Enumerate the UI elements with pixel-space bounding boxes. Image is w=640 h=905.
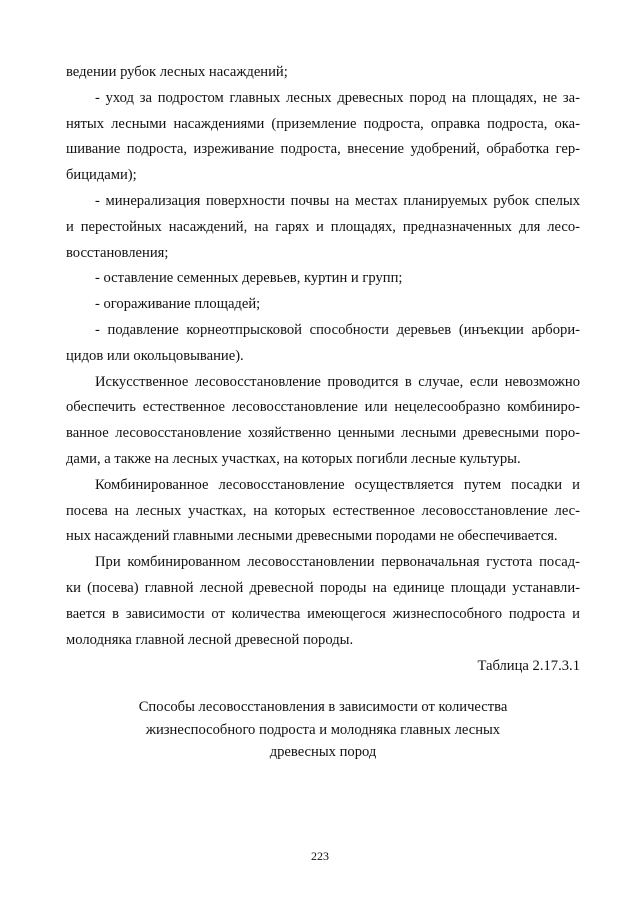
text-line: и перестойных насаждений, на гарях и площадях, предназначенных для лесо-: [66, 218, 580, 235]
text-line: - подавление корнеотпрысковой способности деревьев (инъекции арбори-: [95, 321, 580, 338]
page-number: 223: [311, 849, 329, 863]
text-line: обеспечить естественное лесовосстановление или нецелесообразно комбиниро-: [66, 399, 580, 416]
text-line: цидов или окольцовывание).: [66, 347, 244, 364]
text-line: Искусственное лесовосстановление проводится в случае, если невозможно: [95, 373, 580, 390]
text-line: - оставление семенных деревьев, куртин и групп;: [95, 270, 403, 287]
text-line: молодняка главной лесной древесной породы.: [66, 631, 354, 648]
text-line: посева на лесных участках, на которых естественное лесовосстановление лес-: [66, 502, 580, 519]
table-label: Таблица 2.17.3.1: [477, 658, 580, 674]
text-line: ванное лесовосстановление хозяйственно ценными лесными древесными поро-: [66, 425, 580, 442]
text-line: бицидами);: [66, 167, 137, 184]
body-text: [66, 60, 580, 653]
table-title-line: Способы лесовосстановления в зависимости от количества: [138, 699, 508, 715]
text-line: При комбинированном лесовосстановлении первоначальная густота посад-: [95, 554, 580, 571]
text-line: Комбинированное лесовосстановление осуществляется путем посадки и: [95, 476, 580, 493]
text-line: ки (посева) главной лесной древесной породы на единице площади устанавли-: [66, 579, 580, 596]
text-line: шивание подроста, изреживание подроста, внесение удобрений, обработка гер-: [66, 141, 580, 158]
text-line: нятых лесными насаждениями (приземление подроста, оправка подроста, ока-: [66, 115, 580, 132]
text-line: вается в зависимости от количества имеющегося жизнеспособного подроста и: [66, 605, 580, 622]
text-line: ведении рубок лесных насаждений;: [66, 64, 288, 80]
text-line: - огораживание площадей;: [95, 296, 261, 313]
text-line: дами, а также на лесных участках, на которых погибли лесные культуры.: [66, 450, 521, 467]
text-line: - уход за подростом главных лесных древесных пород на площадях, не за-: [95, 89, 580, 106]
text-line: восстановления;: [66, 244, 169, 261]
table-title-line: древесных пород: [269, 744, 377, 760]
table-title: [66, 696, 580, 764]
text-line: ных насаждений главными лесными древесными породами не обеспечивается.: [66, 528, 558, 545]
table-title-line: жизнеспособного подроста и молодняка главных лесных: [145, 721, 501, 738]
text-line: - минерализация поверхности почвы на местах планируемых рубок спелых: [95, 192, 580, 209]
